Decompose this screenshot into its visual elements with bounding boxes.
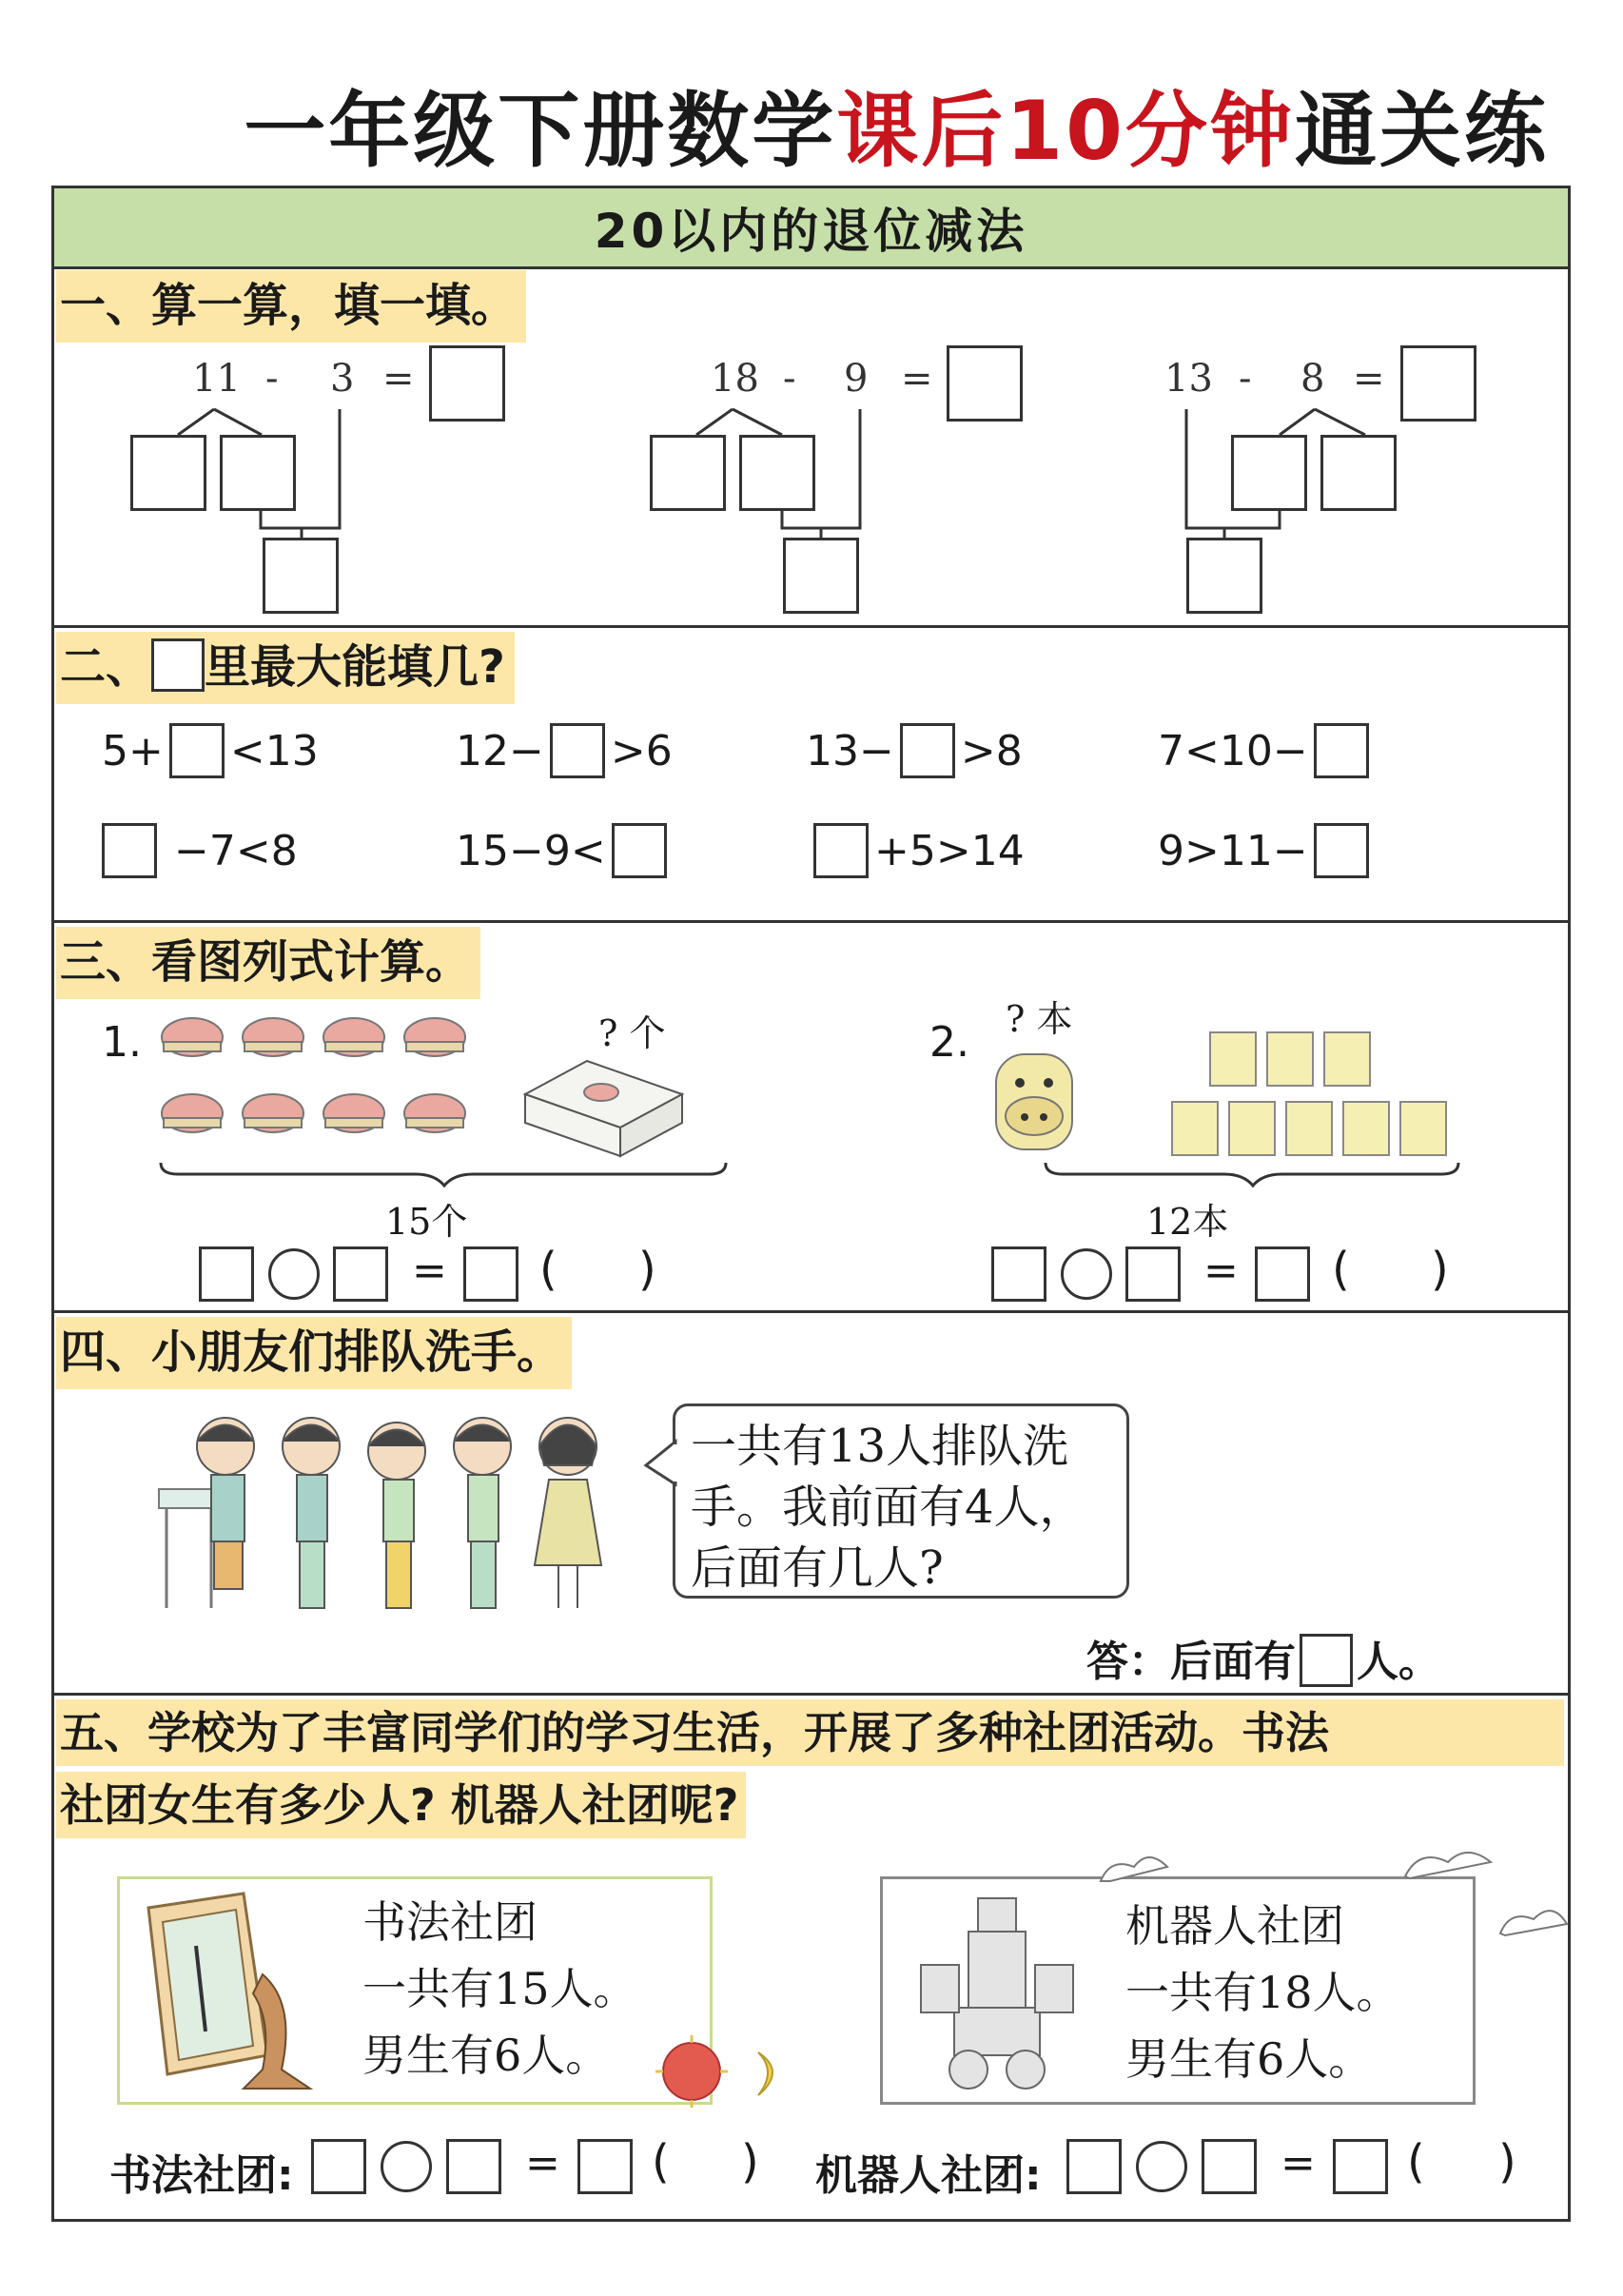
s3-p2-question: ? 本 [1006, 998, 1073, 1040]
item7-box[interactable] [813, 823, 869, 878]
backpack-picture [982, 1035, 1086, 1159]
calligraphy-picture [129, 1889, 320, 2098]
speech-bubble [673, 1403, 1129, 1599]
section-3 [54, 923, 1568, 1313]
p3-minuend: 13 [1164, 357, 1213, 401]
s3-p1-box-2[interactable] [333, 1246, 388, 1302]
section-5 [54, 1696, 1568, 2222]
p3-split-box-1[interactable] [1231, 435, 1307, 511]
s3-p1-total: 15个 [385, 1201, 468, 1243]
p1-answer-box[interactable] [429, 345, 505, 422]
p3-lines [54, 266, 64, 276]
section-1-title: 一、算一算，填一填。 [56, 270, 526, 343]
topic-header: 20以内的退位减法 [54, 188, 1568, 269]
calligraphy-club-name: 书法社团 [362, 1896, 538, 1948]
compare-item-3 [806, 723, 1023, 778]
p1-op: - [265, 357, 279, 401]
item4-pre: 7<10− [1158, 727, 1308, 775]
compare-item-8 [1158, 823, 1375, 878]
p3-answer-box[interactable] [1400, 345, 1476, 422]
bubble-line-3: 后面有几人? [691, 1541, 944, 1595]
worksheet-frame [51, 186, 1571, 2222]
s5-ans1-box-2[interactable] [446, 2139, 501, 2194]
cartoon-sun-moon-picture [654, 2033, 806, 2110]
s5-ans1-box-1[interactable] [311, 2139, 366, 2194]
s5-ans2-box-1[interactable] [1066, 2139, 1122, 2194]
section-5-title-line-1: 五、学校为了丰富同学们的学习生活，开展了多种社团活动。书法 [56, 1699, 1564, 1766]
s3-p2-eq: = [1203, 1246, 1239, 1295]
s3-p1-question: ? 个 [598, 1012, 666, 1054]
p2-result-box[interactable] [783, 538, 859, 614]
s3-p2-paren-open: ( [1332, 1243, 1350, 1296]
compare-item-6 [456, 823, 673, 878]
s3-p2-box-1[interactable] [991, 1246, 1046, 1302]
item4-box[interactable] [1314, 723, 1369, 778]
s5-ans2-box-2[interactable] [1202, 2139, 1257, 2194]
item5-post: −7<8 [174, 827, 298, 875]
s5-ans1-result-box[interactable] [577, 2139, 633, 2194]
p2-answer-box[interactable] [947, 345, 1023, 422]
s3-p1-operator-circle[interactable] [268, 1248, 320, 1300]
p1-split-box-1[interactable] [130, 435, 206, 511]
s5-ans1-operator-circle[interactable] [381, 2141, 432, 2192]
p2-split-box-1[interactable] [650, 435, 726, 511]
s3-p1-box-1[interactable] [199, 1246, 254, 1302]
compare-item-4 [1158, 723, 1375, 778]
robot-club-name: 机器人社团 [1125, 1900, 1344, 1952]
item1-post: <13 [229, 727, 319, 775]
s3-p2-number: 2. [929, 1018, 969, 1067]
p2-equals: = [901, 357, 933, 401]
p3-op: - [1239, 357, 1252, 401]
s5-ans2-paren-close: ) [1498, 2135, 1516, 2188]
s5-ans2-label: 机器人社团: [815, 2151, 1042, 2200]
item1-pre: 5+ [102, 727, 164, 775]
children-in-line-picture [159, 1408, 692, 1618]
p2-split-box-2[interactable] [739, 435, 815, 511]
p2-op: - [783, 357, 796, 401]
item2-box[interactable] [550, 723, 605, 778]
compare-item-2 [456, 723, 673, 778]
p3-equals: = [1353, 357, 1385, 401]
p3-result-box[interactable] [1186, 538, 1262, 614]
s5-ans1-eq: = [525, 2139, 560, 2188]
s3-p2-box-2[interactable] [1125, 1246, 1181, 1302]
s3-p1-unit-blank[interactable] [568, 1246, 635, 1302]
cookie-picture [159, 1009, 482, 1151]
s3-p2-operator-circle[interactable] [1061, 1248, 1112, 1300]
bubble-line-2: 手。我前面有4人， [691, 1481, 1085, 1534]
calligraphy-club-text [362, 1889, 637, 2089]
title-part2: 课后10分钟 [836, 84, 1295, 179]
section-2-title-post: 里最大能填几? [205, 640, 505, 694]
robot-club-boys: 男生有6人。 [1125, 2033, 1373, 2085]
p2-subtrahend: 9 [844, 357, 869, 401]
compare-item-7 [813, 823, 1025, 878]
s5-ans2-result-box[interactable] [1333, 2139, 1388, 2194]
brace-1 [159, 1161, 730, 1189]
p1-subtrahend: 3 [330, 357, 355, 401]
bubble-tail [644, 1437, 682, 1494]
books-picture [1167, 1028, 1453, 1161]
section-3-title: 三、看图列式计算。 [56, 927, 480, 999]
s4-answer-post: 人。 [1357, 1638, 1440, 1686]
item5-box[interactable] [102, 823, 157, 878]
cookie-box-picture [520, 1056, 687, 1161]
p2-minuend: 18 [711, 357, 759, 401]
compare-item-1 [102, 723, 319, 778]
s5-ans1-label: 书法社团: [109, 2151, 294, 2200]
section-1 [54, 266, 1568, 628]
title-box-icon [151, 638, 205, 692]
robot-club-total: 一共有18人。 [1125, 1967, 1400, 2018]
s5-ans1-paren-close: ) [741, 2135, 759, 2188]
s3-p2-result-box[interactable] [1255, 1246, 1310, 1302]
item7-post: +5>14 [874, 827, 1025, 875]
s4-answer-pre: 答：后面有 [1086, 1638, 1296, 1686]
section-4-title: 四、小朋友们排队洗手。 [56, 1317, 572, 1389]
title-part1: 一年级下册数学 [244, 84, 837, 179]
section-2 [54, 628, 1568, 923]
item3-box[interactable] [900, 723, 955, 778]
item8-box[interactable] [1314, 823, 1369, 878]
calligraphy-club-total: 一共有15人。 [362, 1963, 637, 2014]
item3-pre: 13− [806, 727, 894, 775]
brace-2 [1044, 1161, 1462, 1189]
calligraphy-club-card [117, 1876, 713, 2105]
s3-p1-paren-open: ( [539, 1243, 557, 1296]
s3-p1-eq: = [412, 1246, 447, 1295]
section-2-title-pre: 二、 [60, 640, 152, 694]
s3-p1-result-box[interactable] [463, 1246, 518, 1302]
p1-equals: = [382, 357, 415, 401]
item1-box[interactable] [169, 723, 225, 778]
s3-p2-total: 12本 [1146, 1201, 1229, 1243]
s3-p1-paren-close: ) [638, 1243, 656, 1296]
item8-pre: 9>11− [1158, 827, 1308, 875]
p1-split-box-2[interactable] [220, 435, 296, 511]
calligraphy-club-boys: 男生有6人。 [362, 2030, 610, 2081]
s4-answer-box[interactable] [1300, 1634, 1353, 1687]
cloud-decoration [1044, 1838, 1576, 1953]
s5-ans2-operator-circle[interactable] [1136, 2141, 1187, 2192]
s3-p2-paren-close: ) [1431, 1243, 1449, 1296]
s5-ans1-paren-open: ( [652, 2135, 670, 2188]
compare-item-5 [102, 823, 298, 878]
p1-result-box[interactable] [263, 538, 339, 614]
s4-answer [1086, 1627, 1440, 1688]
p3-split-box-2[interactable] [1320, 435, 1397, 511]
title-part3: 通关练 [1295, 84, 1549, 179]
section-2-title [56, 632, 515, 704]
section-5-title-line-2: 社团女生有多少人? 机器人社团呢? [56, 1772, 746, 1838]
worksheet-title [244, 65, 1549, 183]
item2-post: >6 [610, 727, 673, 775]
s3-p2-unit-blank[interactable] [1360, 1246, 1427, 1302]
section-4 [54, 1313, 1568, 1696]
item2-pre: 12− [456, 727, 544, 775]
item3-post: >8 [960, 727, 1023, 775]
p3-subtrahend: 8 [1300, 357, 1325, 401]
bubble-line-1: 一共有13人排队洗 [691, 1420, 1069, 1473]
s3-p1-number: 1. [102, 1018, 142, 1067]
p1-minuend: 11 [192, 357, 241, 401]
s5-ans2-eq: = [1281, 2139, 1316, 2188]
item6-box[interactable] [612, 823, 667, 878]
item6-pre: 15−9< [456, 827, 606, 875]
s5-ans2-paren-open: ( [1407, 2135, 1425, 2188]
